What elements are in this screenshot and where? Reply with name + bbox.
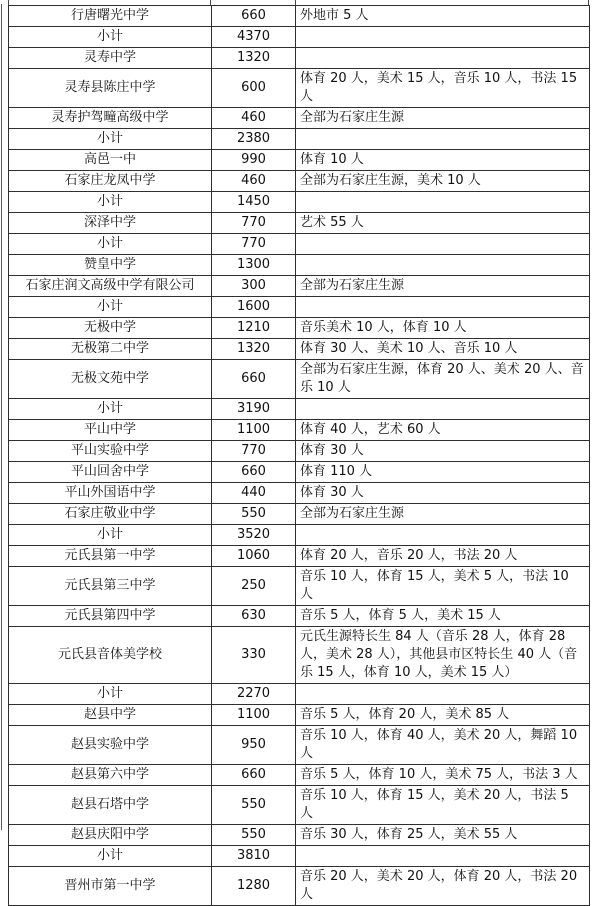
school-name-cell: 元氏县第四中学 [9, 606, 212, 627]
enrollment-count-cell: 440 [212, 483, 296, 504]
table-row [9, 420, 590, 441]
table-row [9, 462, 590, 483]
table-row [9, 255, 590, 276]
note-cell [296, 297, 590, 318]
enrollment-count-cell: 250 [212, 567, 296, 606]
table-row [9, 69, 590, 108]
enrollment-count-cell: 990 [212, 150, 296, 171]
table-row [9, 441, 590, 462]
note-cell [296, 684, 590, 705]
note-cell: 体育 20 人，音乐 20 人，书法 20 人 [296, 546, 590, 567]
enrollment-count-cell: 460 [212, 171, 296, 192]
table-row [9, 108, 590, 129]
note-cell [296, 27, 590, 48]
school-name-cell: 小计 [9, 399, 212, 420]
enrollment-count-cell: 550 [212, 825, 296, 846]
note-cell: 体育 40 人，艺术 60 人 [296, 420, 590, 441]
enrollment-count-cell: 4370 [212, 27, 296, 48]
note-cell: 元氏生源特长生 84 人（音乐 28 人，体育 28 人，美术 28 人），其他县市区特长生 40 人（音乐 15 人，体育 10 人，美术 15 人） [296, 627, 590, 684]
enrollment-count-cell: 1450 [212, 192, 296, 213]
table-row [9, 339, 590, 360]
school-name-cell: 元氏县第一中学 [9, 546, 212, 567]
enrollment-count-cell: 1280 [212, 867, 296, 906]
enrollment-count-cell: 1100 [212, 420, 296, 441]
note-cell: 全部为石家庄生源 [296, 108, 590, 129]
school-name-cell: 小计 [9, 297, 212, 318]
enrollment-count-cell: 330 [212, 627, 296, 684]
school-name-cell: 小计 [9, 27, 212, 48]
enrollment-count-cell: 600 [212, 69, 296, 108]
enrollment-count-cell: 660 [212, 6, 296, 27]
school-enrollment-table [8, 5, 590, 906]
school-name-cell: 高邑一中 [9, 150, 212, 171]
school-name-cell: 小计 [9, 234, 212, 255]
school-name-cell: 行唐曙光中学 [9, 6, 212, 27]
table-row [9, 765, 590, 786]
school-name-cell: 无极中学 [9, 318, 212, 339]
note-cell: 音乐 10 人，体育 40 人，美术 20 人，舞蹈 10 人 [296, 726, 590, 765]
note-cell [296, 255, 590, 276]
table-row [9, 297, 590, 318]
table-row [9, 846, 590, 867]
school-name-cell: 赵县第六中学 [9, 765, 212, 786]
table-row [9, 546, 590, 567]
table-row [9, 360, 590, 399]
table-row [9, 399, 590, 420]
page-edge-line [1, 4, 2, 830]
school-name-cell: 平山实验中学 [9, 441, 212, 462]
note-cell: 全部为石家庄生源，体育 20 人、美术 20 人、音乐 10 人 [296, 360, 590, 399]
note-cell: 音乐 5 人，体育 5 人，美术 15 人 [296, 606, 590, 627]
table-row [9, 684, 590, 705]
note-cell [296, 234, 590, 255]
table-row [9, 213, 590, 234]
table-row [9, 234, 590, 255]
enrollment-count-cell: 1210 [212, 318, 296, 339]
note-cell [296, 525, 590, 546]
note-cell: 音乐 5 人，体育 20 人，美术 85 人 [296, 705, 590, 726]
note-cell: 体育 20 人，美术 15 人，音乐 10 人，书法 15 人 [296, 69, 590, 108]
enrollment-count-cell: 3810 [212, 846, 296, 867]
school-name-cell: 赵县实验中学 [9, 726, 212, 765]
school-name-cell: 小计 [9, 525, 212, 546]
table-row [9, 171, 590, 192]
note-cell [296, 846, 590, 867]
note-cell: 全部为石家庄生源，美术 10 人 [296, 171, 590, 192]
note-cell: 体育 10 人 [296, 150, 590, 171]
enrollment-count-cell: 1600 [212, 297, 296, 318]
table-row [9, 786, 590, 825]
table-row [9, 150, 590, 171]
enrollment-count-cell: 1300 [212, 255, 296, 276]
enrollment-count-cell: 3520 [212, 525, 296, 546]
school-name-cell: 灵寿中学 [9, 48, 212, 69]
note-cell [296, 48, 590, 69]
enrollment-count-cell: 2270 [212, 684, 296, 705]
table-row [9, 318, 590, 339]
enrollment-count-cell: 1320 [212, 339, 296, 360]
school-name-cell: 平山外国语中学 [9, 483, 212, 504]
school-name-cell: 石家庄润文高级中学有限公司 [9, 276, 212, 297]
table-row [9, 606, 590, 627]
enrollment-count-cell: 660 [212, 462, 296, 483]
enrollment-count-cell: 660 [212, 360, 296, 399]
note-cell: 音乐美术 10 人，体育 10 人 [296, 318, 590, 339]
table-row [9, 48, 590, 69]
table-row [9, 867, 590, 906]
note-cell: 音乐 30 人，体育 25 人，美术 55 人 [296, 825, 590, 846]
school-name-cell: 石家庄龙凤中学 [9, 171, 212, 192]
school-name-cell: 赵县庆阳中学 [9, 825, 212, 846]
table-row [9, 6, 590, 27]
school-name-cell: 无极第二中学 [9, 339, 212, 360]
table-row [9, 27, 590, 48]
table-row [9, 627, 590, 684]
school-name-cell: 晋州市第一中学 [9, 867, 212, 906]
school-name-cell: 小计 [9, 846, 212, 867]
school-name-cell: 赵县石塔中学 [9, 786, 212, 825]
enrollment-count-cell: 300 [212, 276, 296, 297]
note-cell [296, 192, 590, 213]
school-name-cell: 小计 [9, 129, 212, 150]
table-row [9, 705, 590, 726]
enrollment-count-cell: 550 [212, 786, 296, 825]
table-row [9, 825, 590, 846]
table-row [9, 192, 590, 213]
note-cell: 艺术 55 人 [296, 213, 590, 234]
enrollment-count-cell: 1060 [212, 546, 296, 567]
school-name-cell: 元氏县音体美学校 [9, 627, 212, 684]
enrollment-count-cell: 1100 [212, 705, 296, 726]
school-name-cell: 赞皇中学 [9, 255, 212, 276]
school-enrollment-table-body [9, 6, 590, 906]
enrollment-count-cell: 770 [212, 234, 296, 255]
enrollment-count-cell: 770 [212, 213, 296, 234]
school-name-cell: 无极文苑中学 [9, 360, 212, 399]
school-name-cell: 平山中学 [9, 420, 212, 441]
note-cell: 全部为石家庄生源 [296, 504, 590, 525]
enrollment-count-cell: 1320 [212, 48, 296, 69]
table-row [9, 129, 590, 150]
table-row [9, 276, 590, 297]
table-row [9, 483, 590, 504]
school-name-cell: 赵县中学 [9, 705, 212, 726]
note-cell: 体育 30 人 [296, 441, 590, 462]
enrollment-count-cell: 950 [212, 726, 296, 765]
note-cell: 音乐 20 人，美术 20 人，体育 20 人，书法 20 人 [296, 867, 590, 906]
school-name-cell: 灵寿县陈庄中学 [9, 69, 212, 108]
school-name-cell: 小计 [9, 192, 212, 213]
enrollment-count-cell: 660 [212, 765, 296, 786]
note-cell: 音乐 5 人，体育 10 人，美术 75 人，书法 3 人 [296, 765, 590, 786]
note-cell: 全部为石家庄生源 [296, 276, 590, 297]
note-cell [296, 129, 590, 150]
note-cell: 音乐 10 人，体育 15 人，美术 20 人，书法 5 人 [296, 786, 590, 825]
note-cell [296, 399, 590, 420]
school-name-cell: 小计 [9, 684, 212, 705]
table-row [9, 726, 590, 765]
school-name-cell: 元氏县第三中学 [9, 567, 212, 606]
table-row [9, 567, 590, 606]
enrollment-count-cell: 550 [212, 504, 296, 525]
school-name-cell: 平山回舍中学 [9, 462, 212, 483]
school-name-cell: 石家庄敬业中学 [9, 504, 212, 525]
note-cell: 外地市 5 人 [296, 6, 590, 27]
note-cell: 音乐 10 人，体育 15 人，美术 5 人，书法 10 人 [296, 567, 590, 606]
note-cell: 体育 110 人 [296, 462, 590, 483]
table-row [9, 504, 590, 525]
note-cell: 体育 30 人、美术 10 人、音乐 10 人 [296, 339, 590, 360]
table-row [9, 525, 590, 546]
enrollment-count-cell: 3190 [212, 399, 296, 420]
enrollment-count-cell: 630 [212, 606, 296, 627]
enrollment-count-cell: 2380 [212, 129, 296, 150]
note-cell: 体育 30 人 [296, 483, 590, 504]
school-name-cell: 灵寿护驾疃高级中学 [9, 108, 212, 129]
school-name-cell: 深泽中学 [9, 213, 212, 234]
enrollment-count-cell: 460 [212, 108, 296, 129]
enrollment-count-cell: 770 [212, 441, 296, 462]
